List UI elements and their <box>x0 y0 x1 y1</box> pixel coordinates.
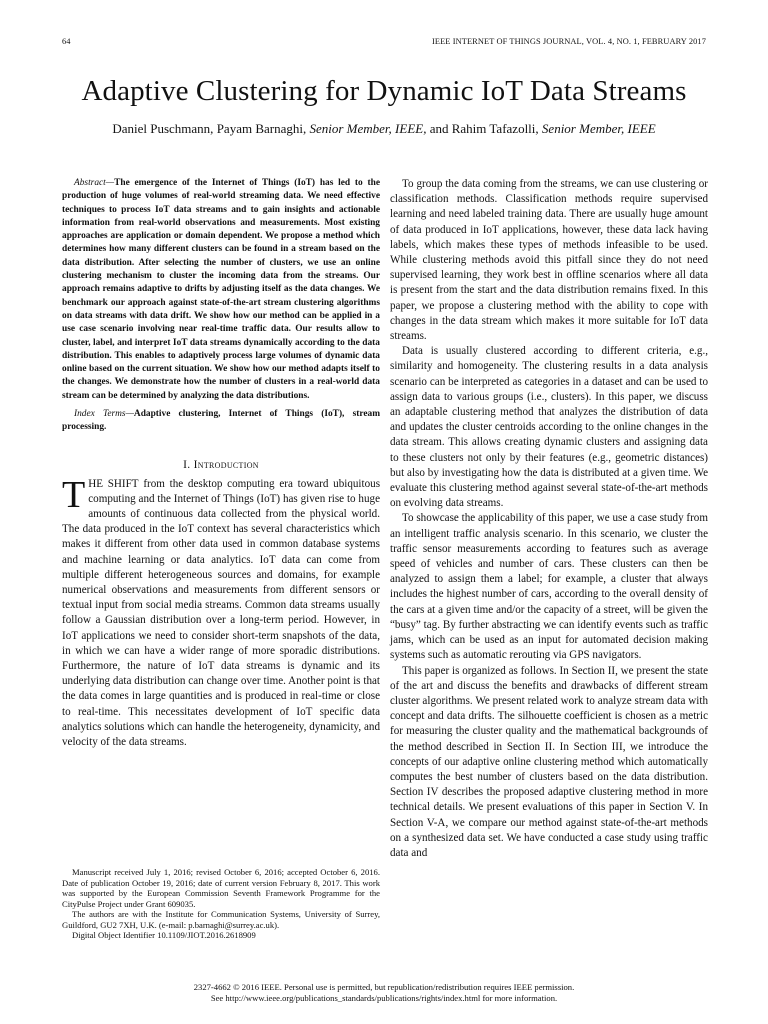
index-terms-label: Index Terms— <box>74 409 134 420</box>
section-heading-introduction <box>62 459 380 471</box>
footnote-manuscript: Manuscript received July 1, 2016; revised October 6, 2016; accepted October 6, 2016. Date of publication October 19, 2016; date of current version February 8, 2017. This work was supported by the European Commission Seventh Framework Programme for the CityPulse Project under Grant 609035. <box>62 867 380 909</box>
abstract-label: Abstract— <box>74 178 115 188</box>
author-1: Daniel Puschmann, <box>112 121 214 136</box>
intro-paragraph <box>62 473 381 751</box>
footnote-doi: Digital Object Identifier 10.1109/JIOT.2016.2618909 <box>72 930 256 940</box>
running-header <box>62 37 706 51</box>
footnote <box>62 867 380 941</box>
index-terms <box>62 408 380 435</box>
author-line <box>0 121 768 137</box>
copyright-line-1: 2327-4662 © 2016 IEEE. Personal use is permitted, but republication/redistribution requires IEEE permission. <box>193 982 575 992</box>
author-3: and Rahim Tafazolli, <box>429 121 539 136</box>
journal-name: IEEE INTERNET OF THINGS JOURNAL, VOL. 4, NO. 1, FEBRUARY 2017 <box>431 37 706 46</box>
author-2: Payam Barnaghi, <box>216 121 307 136</box>
left-column <box>62 177 380 750</box>
author-2-role: Senior Member, IEEE, <box>309 121 427 136</box>
body-paragraph-1: To group the data coming from the streams, we can use clustering or classification methods. Classification methods require supervised learning and need labeled training data. There are usually huge amount of data produced in IoT applications, however, these data lack having labels, which makes these types of methods infeasible to be used. While clustering methods avoid this pitfall since they do not need supervised learning, they work best in offline scenarios where all data is present from the start and the data distribution remains fixed. In this paper, we propose a clustering method with the ability to cope with changes in the data stream which makes it more suitable for IoT data streams. <box>390 178 708 343</box>
lead-words: HE SHIFT <box>88 477 139 490</box>
copyright-line-2: See http://www.ieee.org/publications_standards/publications/rights/index.html for more information. <box>210 993 558 1003</box>
drop-cap: T <box>62 473 86 516</box>
copyright-notice <box>0 982 768 1004</box>
body-paragraph-3: To showcase the applicability of this paper, we use a case study from an intelligent traffic analysis scenario. In this scenario, we cluster the traffic sensor measurements according to features such as average speed of vehicles and number of cars. These clusters can then be analyzed to assign them a label; for example, a cluster that always includes the highest number of cars, according to the overall density of the cars at a given time and/or the capacity of a street, will be given the “busy” tag. By further abstracting we can identify events such as traffic jams, which can be used as an input for automated decision making systems such as automatic rerouting via GPS navigators. <box>390 512 708 662</box>
abstract-text: The emergence of the Internet of Things (IoT) has led to the production of huge volumes of real-world streaming data. We need effective techniques to process IoT data streams and to gain insights and actionable information from real-world observations and measurements. Most existing approaches are application or domain dependent. We propose a method which determines how many different clusters can be found in a stream based on the data distribution. After selecting the number of clusters, we use an online clustering mechanism to cluster the incoming data from the streams. Our approach remains adaptive to drifts by adjusting itself as the data changes. We benchmark our approach against state-of-the-art stream clustering algorithms on data streams with data drift. We show how our method can be applied in a use case scenario involving near real-time traffic data. Our results allow to cluster, label, and interpret IoT data streams dynamically according to the data distribution. This enables to adaptively process large volumes of dynamic data online based on the current situation. We show how our method adapts itself to the changes. We demonstrate how the number of clusters in a real-world data stream can be determined by analyzing the data distributions. <box>62 178 380 401</box>
footnote-affiliation: The authors are with the Institute for Communication Systems, University of Surrey, Guildford, GU2 7XH, U.K. (e-mail: p.barnaghi@surrey.ac.uk). <box>62 909 380 930</box>
section-title: Introduction <box>193 458 259 471</box>
body-paragraph-2: Data is usually clustered according to different criteria, e.g., similarity and homogeneity. The clustering results in a data analysis scenario can be interpreted as categories in a dataset and can be used to assign data to various groups (i.e., clusters). In this paper, we discuss an adaptable clustering method that analyzes the distribution of data and updates the cluster centroids according to the online changes in the data stream. This allows creating dynamic clusters and assigning data to these clusters not only by their features (e.g., geometric distances) but also by investigating how the data is distributed at a given time. We evaluate this clustering method against several state-of-the-art methods on evolving data streams. <box>390 345 708 510</box>
index-terms-text: Adaptive clustering, Internet of Things (IoT), stream processing. <box>62 409 380 433</box>
right-column <box>390 177 708 861</box>
body-paragraph-4: This paper is organized as follows. In Section II, we present the state of the art and discuss the benefits and drawbacks of different stream cluster algorithms. We present related work to analyze stream data with concept and data drifts. The silhouette coefficient is chosen as a metric for measuring the cluster quality and the mathematical backgrounds of the method described in Section II. In Section III, we introduce the concepts of our adaptive online clustering method which automatically computes the best number of clusters based on the data distribution. Section IV describes the proposed adaptive clustering method in more technical details. We present evaluations of this paper in Section V. In Section V-A, we compare our method against state-of-the-art methods on a synthesized data set. We have conducted a case study using traffic data and <box>390 664 708 859</box>
intro-text: from the desktop computing era toward ubiquitous computing and the Internet of Things (IoT) has given rise to huge amounts of continuous data collected from the physical world. The data produced in the IoT context has several characteristics which makes it different from other data used in common database systems and machine learning or data analytics. IoT data can come from multiple different heterogeneous sources and domains, for example numerical observations and measurements from different sensors or textual input from social media streams. Common data streams usually follow a Gaussian distribution over a long-term period. However, in IoT applications we need to consider short-term snapshots of the data, in which we can have a wider range of more sporadic distributions. Furthermore, the nature of IoT data streams is dynamic and its underlying data distribution can change over time. Another point is that the data comes in large quantities and is produced in real-time or close to real-time. This necessitates development of IoT specific data analytics solutions which can handle the heterogeneity, dynamicity, and velocity of the data streams. <box>62 477 381 749</box>
author-3-role: Senior Member, IEEE <box>541 121 656 136</box>
page-number: 64 <box>62 37 71 46</box>
paper-title: Adaptive Clustering for Dynamic IoT Data Streams <box>81 75 687 107</box>
section-number: I. <box>183 458 191 471</box>
abstract <box>62 177 380 403</box>
